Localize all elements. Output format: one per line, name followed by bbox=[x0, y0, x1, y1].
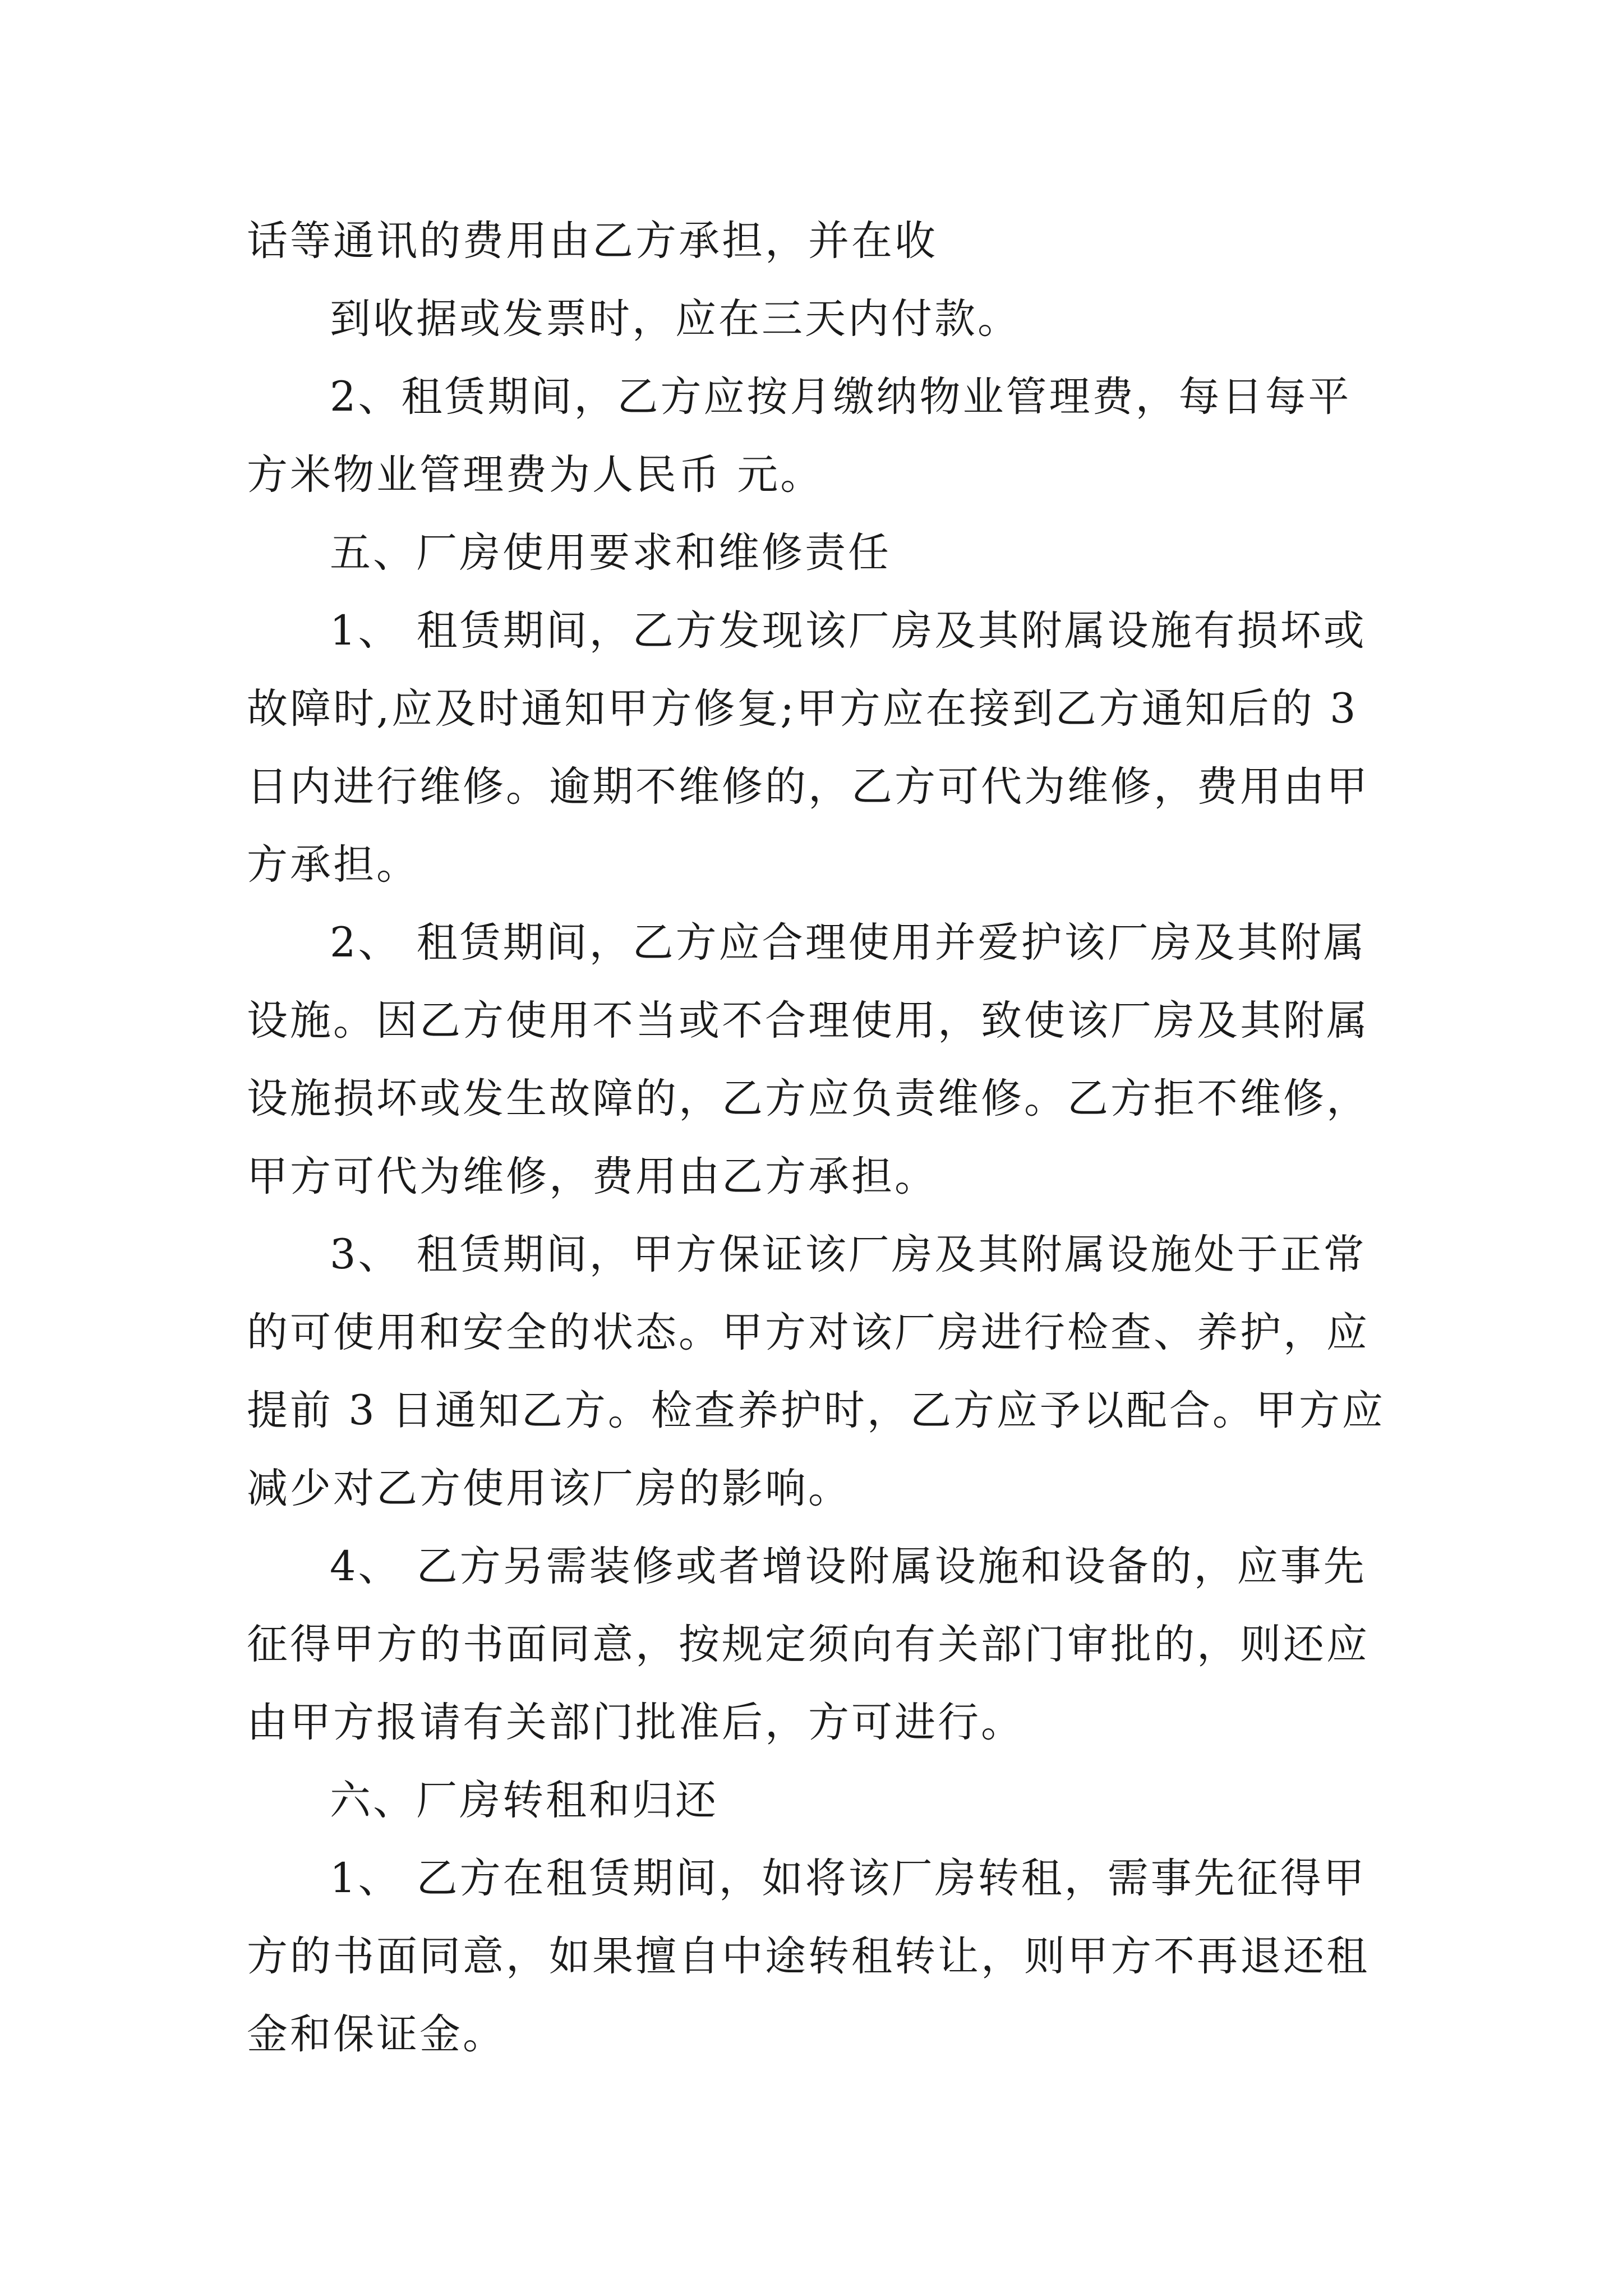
text-line: 4、 乙方另需装修或者增设附属设施和设备的，应事先 bbox=[330, 1543, 1367, 1590]
text-line: 设施。因乙方使用不当或不合理使用，致使该厂房及其附属 bbox=[247, 997, 1370, 1045]
document-body bbox=[247, 202, 1385, 2073]
text-line: 设施损坏或发生故障的，乙方应负责维修。乙方拒不维修， bbox=[247, 1075, 1370, 1122]
text-line: 到收据或发票时，应在三天内付款。 bbox=[330, 295, 1021, 343]
text-line: 的可使用和安全的状态。甲方对该厂房进行检查、养护，应 bbox=[247, 1309, 1370, 1356]
text-line: 3、 租赁期间，甲方保证该厂房及其附属设施处于正常 bbox=[330, 1231, 1367, 1278]
text-line: 1、 乙方在租赁期间，如将该厂房转租，需事先征得甲 bbox=[330, 1855, 1367, 1902]
text-line: 话等通讯的费用由乙方承担，并在收 bbox=[247, 217, 938, 265]
text-line: 六、厂房转租和归还 bbox=[330, 1777, 718, 1824]
text-line: 方承担。 bbox=[247, 841, 419, 889]
text-line: 方米物业管理费为人民币 元。 bbox=[247, 451, 824, 499]
text-line: 方的书面同意，如果擅自中途转租转让，则甲方不再退还租 bbox=[247, 1932, 1370, 1980]
text-line: 金和保证金。 bbox=[247, 2010, 506, 2058]
text-line: 甲方可代为维修，费用由乙方承担。 bbox=[247, 1153, 938, 1200]
text-line: 1、 租赁期间，乙方发现该厂房及其附属设施有损坏或 bbox=[330, 607, 1367, 655]
text-line: 故障时,应及时通知甲方修复;甲方应在接到乙方通知后的 3 bbox=[247, 685, 1358, 733]
text-line: 由甲方报请有关部门批准后，方可进行。 bbox=[247, 1699, 1024, 1746]
text-line: 2、 租赁期间，乙方应合理使用并爱护该厂房及其附属 bbox=[330, 919, 1367, 967]
text-line: 征得甲方的书面同意，按规定须向有关部门审批的，则还应 bbox=[247, 1621, 1370, 1668]
text-line: 2、租赁期间，乙方应按月缴纳物业管理费，每日每平 bbox=[330, 373, 1352, 421]
text-line: 提前 3 日通知乙方。检查养护时，乙方应予以配合。甲方应 bbox=[247, 1387, 1385, 1434]
text-line: 五、厂房使用要求和维修责任 bbox=[330, 529, 891, 577]
text-line: 日内进行维修。逾期不维修的，乙方可代为维修，费用由甲 bbox=[247, 763, 1370, 811]
text-line: 减少对乙方使用该厂房的影响。 bbox=[247, 1465, 851, 1512]
